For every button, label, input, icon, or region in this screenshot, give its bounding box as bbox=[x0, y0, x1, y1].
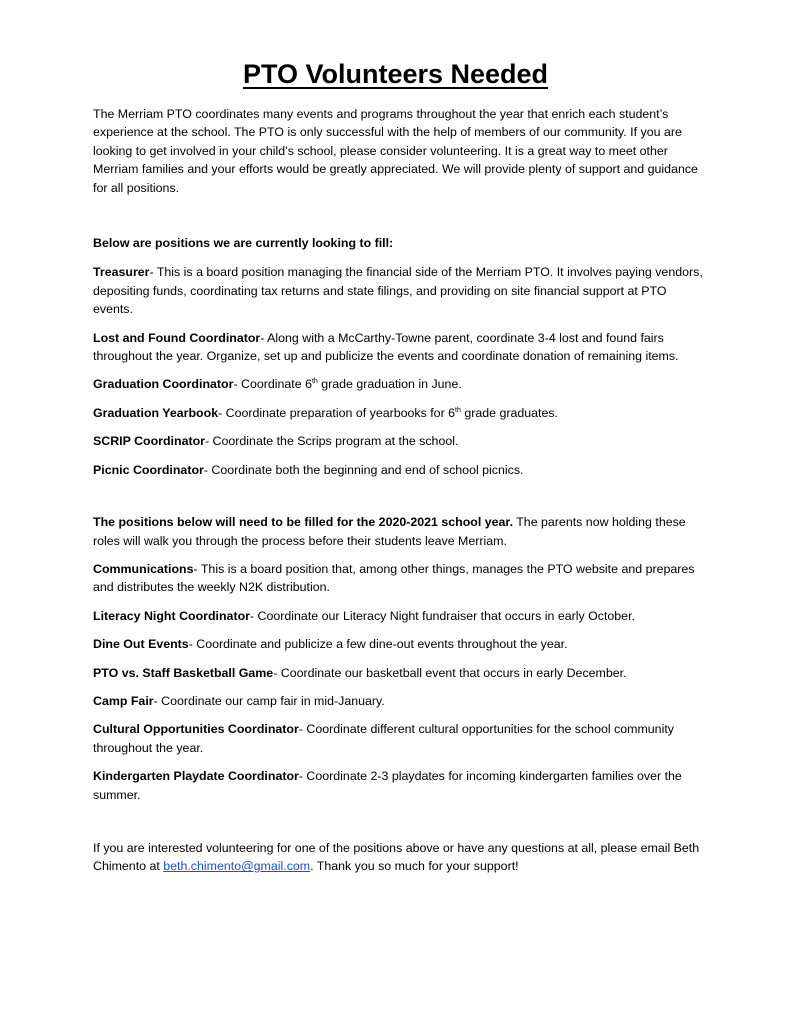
ordinal-suffix: th bbox=[311, 378, 318, 386]
position-name: Lost and Found Coordinator bbox=[93, 330, 261, 345]
position-name: Camp Fair bbox=[93, 693, 154, 708]
position-desc: - Along with a McCarthy-Towne parent, coordinate 3-4 lost and found fairs throughout the year. Organize, set up and publicize the events and coordinate donation of remaining items. bbox=[93, 330, 679, 364]
spacer bbox=[93, 197, 703, 234]
closing-text: If you are interested volunteering for one of the positions above or have any questions at all, please email Beth Chimento at bbox=[93, 840, 700, 874]
position-literacy-night bbox=[93, 607, 703, 625]
position-name: Treasurer bbox=[93, 265, 150, 280]
position-camp-fair bbox=[93, 692, 703, 710]
future-heading-rest: The parents now holding these roles will walk you through the process before their students leave Merriam. bbox=[93, 515, 686, 548]
intro-paragraph: The Merriam PTO coordinates many events and programs throughout the year that enrich each student’s experience at the school. The PTO is only successful with the help of members of our community. If you are looking to get involved in your child’s school, please consider volunteering. It is a great way to meet other Merriam families and your efforts would be greatly appreciated. We will provide plenty of support and guidance for all positions. bbox=[93, 107, 698, 195]
position-dine-out-events bbox=[93, 635, 703, 653]
spacer bbox=[93, 814, 703, 839]
current-heading-text: Below are positions we are currently looking to fill: bbox=[93, 236, 394, 251]
spacer bbox=[93, 489, 703, 513]
future-heading-text: The positions below will need to be filled for the 2020-2021 school year. bbox=[93, 515, 514, 530]
position-name: PTO vs. Staff Basketball Game bbox=[93, 665, 274, 680]
position-desc: - Coordinate preparation of yearbooks for 6 bbox=[218, 405, 456, 420]
position-name: Dine Out Events bbox=[93, 637, 189, 652]
closing-text-rest: . Thank you so much for your support! bbox=[310, 859, 519, 874]
position-communications bbox=[93, 560, 703, 597]
position-scrip-coordinator bbox=[93, 432, 703, 450]
position-desc: - This is a board position that, among other things, manages the PTO website and prepares and distributes the weekly N2K distribution. bbox=[93, 561, 695, 595]
position-desc-rest: grade graduation in June. bbox=[317, 377, 462, 392]
document-body bbox=[93, 105, 703, 876]
position-graduation-coordinator bbox=[93, 375, 703, 393]
future-positions-heading bbox=[93, 513, 703, 550]
position-desc: - Coordinate our Literacy Night fundraiser that occurs in early October. bbox=[249, 608, 635, 623]
position-treasurer bbox=[93, 263, 703, 318]
position-desc: - This is a board position managing the financial side of the Merriam PTO. It involves paying vendors, depositing funds, coordinating tax returns and state filings, and providing on site financial support at PTO events. bbox=[93, 265, 703, 317]
position-name: Communications bbox=[93, 561, 194, 576]
position-picnic-coordinator bbox=[93, 461, 703, 479]
position-desc: - Coordinate the Scrips program at the school. bbox=[204, 434, 459, 449]
position-cultural-opportunities bbox=[93, 720, 703, 757]
position-name: SCRIP Coordinator bbox=[93, 434, 205, 449]
position-name: Cultural Opportunities Coordinator bbox=[93, 722, 299, 737]
position-basketball-game bbox=[93, 664, 703, 682]
closing-paragraph bbox=[93, 839, 703, 876]
position-desc: - Coordinate our camp fair in mid-January. bbox=[153, 693, 385, 708]
position-name: Kindergarten Playdate Coordinator bbox=[93, 769, 299, 784]
position-desc-rest: grade graduates. bbox=[460, 405, 559, 420]
position-name: Picnic Coordinator bbox=[93, 462, 204, 477]
position-lost-and-found bbox=[93, 329, 703, 366]
position-desc: - Coordinate our basketball event that occurs in early December. bbox=[273, 665, 627, 680]
position-name: Literacy Night Coordinator bbox=[93, 608, 250, 623]
email-link[interactable]: beth.chimento@gmail.com bbox=[163, 859, 311, 874]
position-desc: - Coordinate both the beginning and end of school picnics. bbox=[203, 462, 524, 477]
position-name: Graduation Coordinator bbox=[93, 377, 234, 392]
position-desc: - Coordinate different cultural opportunities for the school community throughout the year. bbox=[93, 722, 674, 755]
ordinal-suffix: th bbox=[455, 406, 461, 414]
position-name: Graduation Yearbook bbox=[93, 405, 219, 420]
position-kindergarten-playdate bbox=[93, 767, 703, 804]
position-graduation-yearbook bbox=[93, 404, 703, 422]
position-desc: - Coordinate 6 bbox=[233, 377, 312, 392]
position-desc: - Coordinate and publicize a few dine-out events throughout the year. bbox=[188, 637, 568, 652]
current-positions-heading bbox=[93, 234, 703, 252]
page-title: PTO Volunteers Needed bbox=[242, 59, 549, 89]
position-desc: - Coordinate 2-3 playdates for incoming kindergarten families over the summer. bbox=[93, 769, 682, 802]
